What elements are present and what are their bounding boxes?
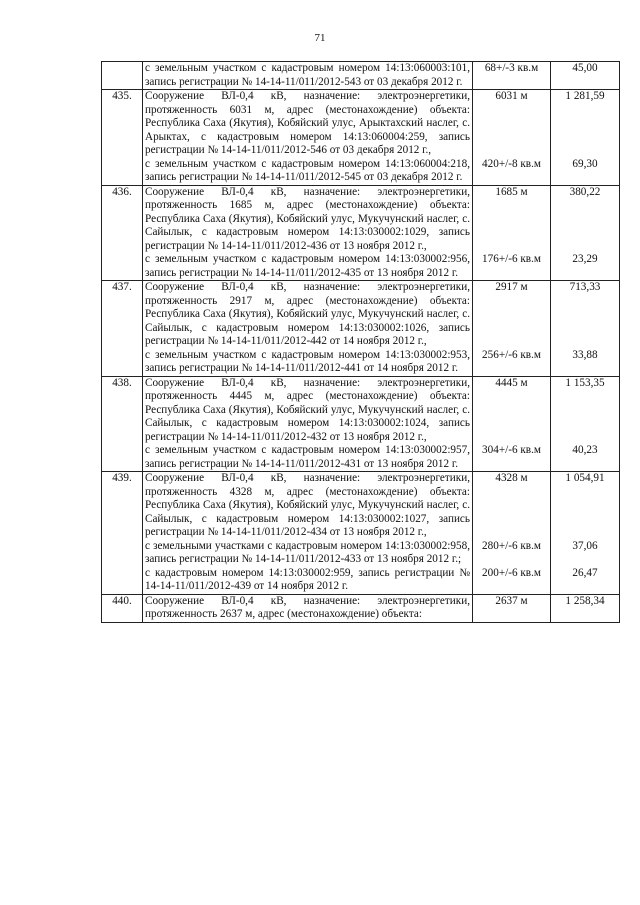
item-description (143, 281, 473, 377)
item-number: 438. (102, 376, 143, 472)
item-quantity (473, 90, 551, 186)
item-value (551, 62, 620, 90)
quantity-text: 280+/-6 кв.м (482, 539, 541, 552)
item-description (143, 472, 473, 595)
quantity-text: 256+/-6 кв.м (482, 348, 541, 361)
item-number: 439. (102, 472, 143, 595)
item-description (143, 90, 473, 186)
item-value (551, 185, 620, 281)
description-text: Сооружение ВЛ-0,4 кВ, назначение: электроэнергетики, протяженность 4445 м, адрес (местонахождение) объекта: Республика Саха (Якутия), Кобяйский улус, Мукучунский наслег, с. Сайылык, с кадастровым номером 14:13:030002:1024, запись регистрации № 14-14-11/011/2012-432 от 13 ноября 2012 г., (145, 376, 470, 443)
item-number: 436. (102, 185, 143, 281)
value-text: 69,30 (572, 157, 598, 170)
value-text: 1 258,34 (565, 594, 605, 607)
item-quantity (473, 281, 551, 377)
description-text: Сооружение ВЛ-0,4 кВ, назначение: электроэнергетики, протяженность 4328 м, адрес (местонахождение) объекта: Республика Саха (Якутия), Кобяйский улус, Мукучунский наслег, с. Сайылык, с кадастровым номером 14:13:030002:1027, запись регистрации № 14-14-11/011/2012-434 от 13 ноября 2012 г., (145, 472, 470, 538)
description-text: с земельным участком с кадастровым номером 14:13:030002:956, запись регистрации № 14-14-11/011/2012-435 от 13 ноября 2012 г. (145, 253, 470, 279)
table-row (102, 281, 620, 377)
item-number: 435. (102, 90, 143, 186)
description-text: Сооружение ВЛ-0,4 кВ, назначение: электроэнергетики, протяженность 6031 м, адрес (местонахождение) объекта: Республика Саха (Якутия), Кобяйский улус, Арыктахский наслег, с. Арыктах, с кадастровым номером 14:13:060004:259, запись регистрации № 14-14-11/011/2012-546 от 03 декабря 2012 г., (145, 90, 470, 156)
table-row (102, 472, 620, 595)
item-quantity (473, 62, 551, 90)
item-number: 440. (102, 594, 143, 622)
registry-table-body (102, 62, 620, 623)
table-row (102, 185, 620, 281)
value-text: 1 281,59 (565, 90, 605, 102)
value-text: 40,23 (572, 444, 598, 456)
description-text: с земельным участком с кадастровым номером 14:13:030002:957, запись регистрации № 14-14-11/011/2012-431 от 13 ноября 2012 г. (145, 444, 470, 470)
item-quantity (473, 185, 551, 281)
item-value (551, 376, 620, 472)
quantity-text: 176+/-6 кв.м (482, 253, 541, 265)
item-value (551, 472, 620, 595)
item-value (551, 594, 620, 622)
table-row (102, 90, 620, 186)
table-row (102, 594, 620, 622)
description-text: Сооружение ВЛ-0,4 кВ, назначение: электроэнергетики, протяженность 1685 м, адрес (местонахождение) объекта: Республика Саха (Якутия), Кобяйский улус, Мукучунский наслег, с. Сайылык, с кадастровым номером 14:13:030002:1029, запись регистрации № 14-14-11/011/2012-436 от 13 ноября 2012 г., (145, 185, 470, 252)
item-description (143, 594, 473, 622)
description-text: Сооружение ВЛ-0,4 кВ, назначение: электроэнергетики, протяженность 2917 м, адрес (местонахождение) объекта: Республика Саха (Якутия), Кобяйский улус, Мукучунский наслег, с. Сайылык, с кадастровым номером 14:13:030002:1026, запись регистрации № 14-14-11/011/2012-442 от 14 ноября 2012 г., (145, 281, 470, 347)
quantity-text: 68+/-3 кв.м (484, 62, 539, 74)
description-text: с земельными участками с кадастровым номером 14:13:030002:958, запись регистрации № 14-14-11/011/2012-433 от 13 ноября 2012 г.; (145, 539, 470, 565)
value-text: 45,00 (572, 62, 598, 74)
quantity-text: 4445 м (495, 376, 528, 389)
table-row (102, 376, 620, 472)
value-text: 23,29 (572, 253, 598, 265)
value-text: 1 054,91 (565, 472, 605, 484)
item-number: 437. (102, 281, 143, 377)
table-row (102, 62, 620, 90)
description-text: Сооружение ВЛ-0,4 кВ, назначение: электроэнергетики, протяженность 2637 м, адрес (местонахождение) объекта: (145, 594, 470, 620)
quantity-text: 4328 м (495, 472, 528, 484)
registry-table (101, 61, 620, 623)
item-number (102, 62, 143, 90)
item-description (143, 185, 473, 281)
value-text: 26,47 (572, 567, 598, 579)
value-text: 37,06 (572, 539, 598, 552)
quantity-text: 420+/-8 кв.м (482, 157, 541, 170)
quantity-text: 1685 м (495, 185, 528, 198)
value-text: 1 153,35 (565, 376, 605, 389)
item-description (143, 376, 473, 472)
quantity-text: 6031 м (495, 90, 528, 102)
value-text: 33,88 (572, 348, 598, 361)
item-description (143, 62, 473, 90)
description-text: с земельным участком с кадастровым номером 14:13:060003:101, запись регистрации № 14-14-11/011/2012-543 от 03 декабря 2012 г. (145, 62, 470, 88)
item-quantity (473, 472, 551, 595)
item-quantity (473, 376, 551, 472)
description-text: с кадастровым номером 14:13:030002:959, запись регистрации № 14-14-11/011/2012-439 от 14 ноября 2012 г. (145, 566, 470, 592)
item-value (551, 90, 620, 186)
description-text: с земельным участком с кадастровым номером 14:13:060004:218, запись регистрации № 14-14-11/011/2012-545 от 03 декабря 2012 г. (145, 157, 470, 183)
value-text: 713,33 (569, 281, 601, 293)
page-number: 71 (314, 32, 326, 44)
value-text: 380,22 (569, 185, 601, 198)
description-text: с земельным участком с кадастровым номером 14:13:030002:953, запись регистрации № 14-14-11/011/2012-441 от 14 ноября 2012 г. (145, 348, 470, 374)
quantity-text: 2637 м (495, 594, 528, 607)
item-value (551, 281, 620, 377)
quantity-text: 2917 м (495, 281, 528, 293)
quantity-text: 304+/-6 кв.м (482, 444, 541, 456)
quantity-text: 200+/-6 кв.м (482, 567, 541, 579)
item-quantity (473, 594, 551, 622)
